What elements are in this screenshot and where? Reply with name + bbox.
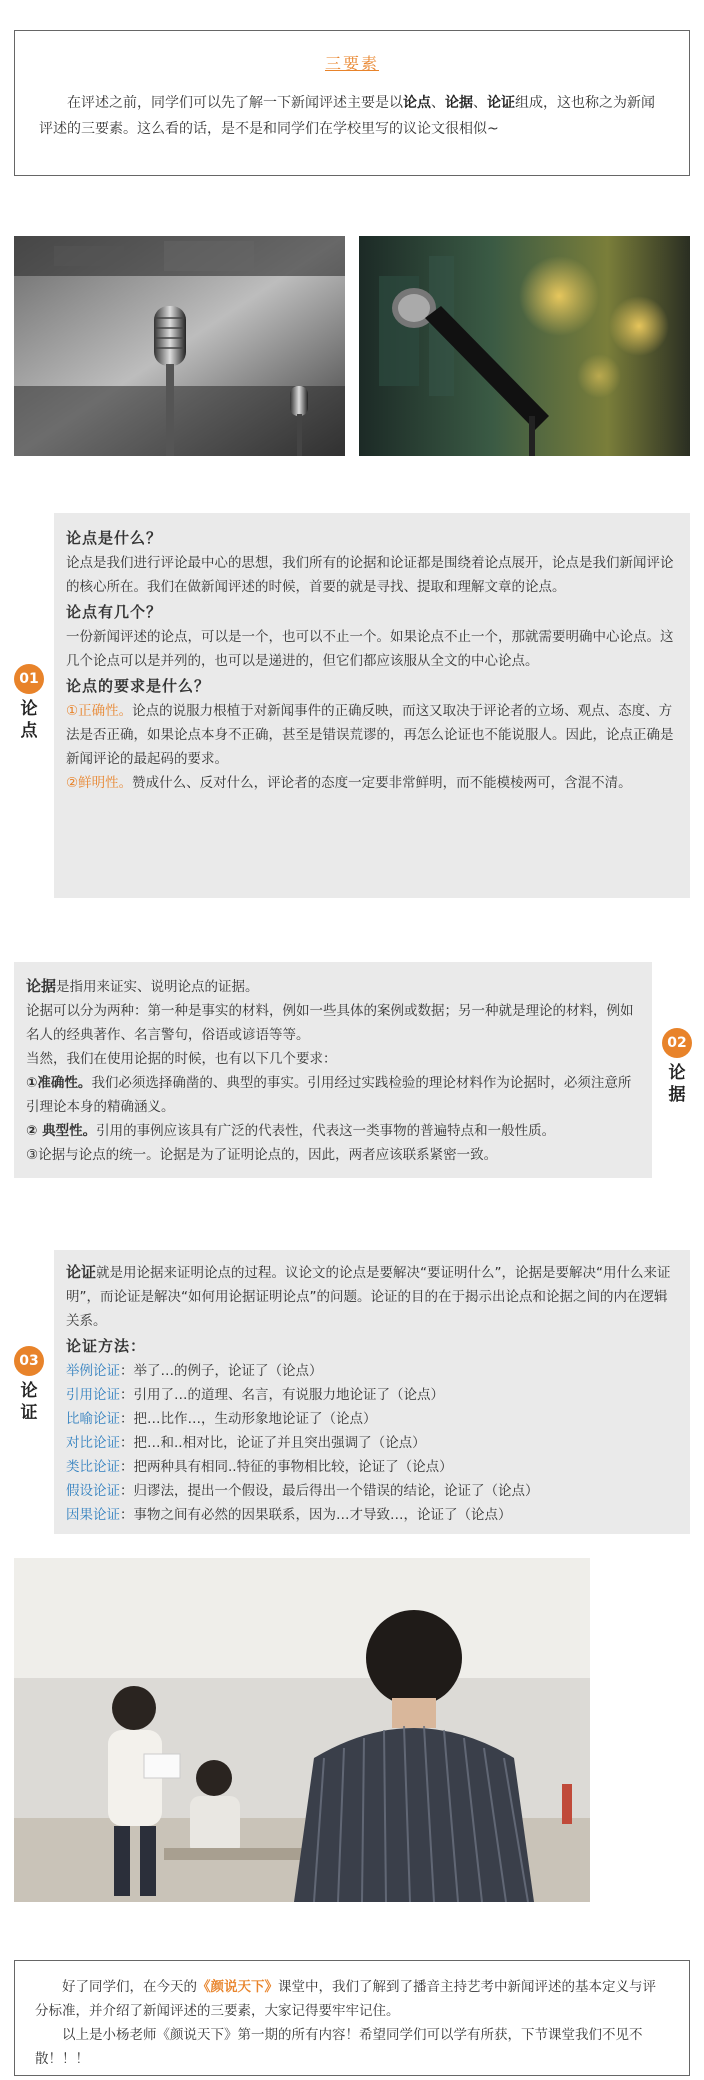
outro-paragraph-2: 以上是小杨老师《颜说天下》第一期的所有内容！希望同学们可以学有所获，下节课堂我们不见不散！！！ — [35, 2027, 643, 2067]
method-item: 假设论证：归谬法，提出一个假设，最后得出一个错误的结论，论证了（论点） — [66, 1483, 539, 1499]
section3-panel — [54, 1250, 690, 1534]
s2-lead: 论据是指用来证实、说明论点的证据。 — [26, 977, 259, 995]
s2-paragraph-2: 当然，我们在使用论据的时候，也有以下几个要求： — [26, 1051, 337, 1067]
s3-methods-list — [66, 1359, 678, 1527]
method-item: 因果论证：事物之间有必然的因果联系，因为…才导致…，论证了（论点） — [66, 1507, 512, 1523]
intro-text: 在评述之前，同学们可以先了解一下新闻评述主要是以论点、论据、论证组成，这也称之为新闻评述的三要素。这么看的话，是不是和同学们在学校里写的议论文很相似~ — [39, 95, 655, 137]
method-item: 比喻论证：把…比作…，生动形象地论证了（论点） — [66, 1411, 377, 1427]
classroom-photo — [14, 1558, 590, 1902]
section-label-lunzheng: 论证 — [20, 1381, 38, 1423]
vintage-microphone-photo — [14, 236, 345, 456]
s1-requirement-2: ②鲜明性。赞成什么、反对什么，评论者的态度一定要非常鲜明，而不能模棱两可，含混不清。 — [66, 775, 632, 791]
section-badge-02: 02 — [662, 1028, 692, 1058]
method-item: 引用论证：引用了…的道理、名言，有说服力地论证了（论点） — [66, 1387, 444, 1403]
s1-question-2: 论点有几个？ — [66, 603, 163, 621]
intro-box — [14, 30, 690, 176]
s3-methods-title: 论证方法： — [66, 1337, 147, 1355]
s1-requirement-1: ①正确性。论点的说服力根植于对新闻事件的正确反映，而这又取决于评论者的立场、观点、态度、方法是否正确，如果论点本身不正确，甚至是错误荒谬的，再怎么论证也不能说服人。因此，论点正确是新闻评论的最起码的要求。 — [66, 703, 674, 767]
method-item: 举例论证：举了…的例子，论证了（论点） — [66, 1363, 323, 1379]
s1-paragraph-2: 一份新闻评述的论点，可以是一个，也可以不止一个。如果论点不止一个，那就需要明确中心论点。这几个论点可以是并列的，也可以是递进的，但它们都应该服从全文的中心论点。 — [66, 629, 674, 669]
section1-panel — [54, 513, 690, 898]
s1-question-1: 论点是什么？ — [66, 529, 163, 547]
outro-paragraph-1: 好了同学们，在今天的《颜说天下》课堂中，我们了解到了播音主持艺考中新闻评述的基本定义与评分标准，并介绍了新闻评述的三要素，大家记得要牢牢记住。 — [35, 1979, 656, 2019]
section-badge-01: 01 — [14, 664, 44, 694]
intro-title: 三要素 — [324, 54, 379, 73]
section-label-lunju: 论据 — [668, 1063, 686, 1105]
s2-requirement-2: ② 典型性。引用的事例应该具有广泛的代表性，代表这一类事物的普遍特点和一般性质。 — [26, 1123, 556, 1139]
section-label-lundian: 论点 — [20, 699, 38, 741]
s1-paragraph-1: 论点是我们进行评论最中心的思想，我们所有的论据和论证都是围绕着论点展开，论点是我们新闻评论的核心所在。我们在做新闻评述的时候，首要的就是寻找、提取和理解文章的论点。 — [66, 555, 674, 595]
method-item: 对比论证：把…和..相对比，论证了并且突出强调了（论点） — [66, 1435, 426, 1451]
s2-requirement-3: ③论据与论点的统一。论据是为了证明论点的，因此，两者应该联系紧密一致。 — [26, 1147, 498, 1163]
section2-panel — [14, 962, 652, 1178]
s3-lead: 论证就是用论据来证明论点的过程。议论文的论点是要解决“要证明什么”，论据是要解决“用什么来证明”，而论证是解决“如何用论据证明论点”的问题。论证的目的在于揭示出论点和论据之间的内在逻辑关系。 — [66, 1263, 671, 1329]
s2-requirement-1: ①准确性。我们必须选择确凿的、典型的事实。引用经过实践检验的理论材料作为论据时，必须注意所引理论本身的精确涵义。 — [26, 1075, 632, 1115]
section-badge-03: 03 — [14, 1346, 44, 1376]
s1-question-3: 论点的要求是什么？ — [66, 677, 211, 695]
method-item: 类比论证：把两种具有相同..特征的事物相比较，论证了（论点） — [66, 1459, 453, 1475]
outro-box — [14, 1960, 690, 2076]
s2-paragraph-1: 论据可以分为两种：第一种是事实的材料，例如一些具体的案例或数据；另一种就是理论的材料，例如名人的经典著作、名言警句，俗语或谚语等等。 — [26, 1003, 634, 1043]
stage-microphone-photo — [359, 236, 690, 456]
